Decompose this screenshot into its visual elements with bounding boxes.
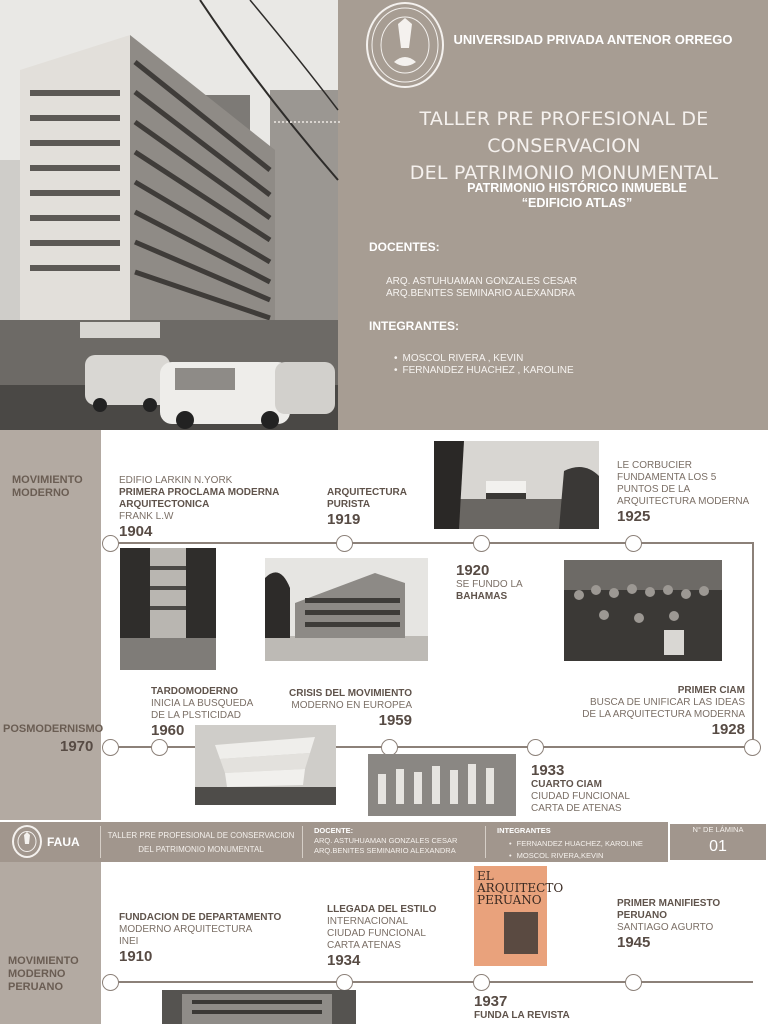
inei-building-photo bbox=[162, 990, 356, 1024]
event-1945-line3: SANTIAGO AGURTO bbox=[617, 922, 714, 933]
info-integrante1: • FERNANDEZ HUACHEZ, KAROLINE bbox=[509, 839, 643, 849]
info-integrantes-label: INTEGRANTES bbox=[497, 826, 551, 835]
info-docente-label: DOCENTE: bbox=[314, 826, 354, 835]
timeline-node-1960 bbox=[151, 739, 168, 756]
event-1933-year: 1933 bbox=[531, 762, 565, 779]
integrante-item: • FERNANDEZ HUACHEZ , KAROLINE bbox=[394, 365, 574, 377]
info-divider bbox=[100, 826, 101, 858]
timeline1-upper-line bbox=[110, 542, 753, 544]
heritage-title-line1: PATRIMONIO HISTÓRICO INMUEBLE bbox=[467, 181, 687, 195]
magazine-title-line3: PERUANO bbox=[477, 893, 542, 907]
docentes-label: DOCENTES: bbox=[369, 240, 440, 254]
timeline-node-1937 bbox=[473, 974, 490, 991]
event-1928-text bbox=[540, 685, 745, 738]
event-1934-line4: CARTA ATENAS bbox=[327, 940, 401, 951]
event-1928-line2: BUSCA DE UNIFICAR LAS IDEAS bbox=[589, 697, 745, 708]
timeline2-sidebar bbox=[0, 862, 101, 1024]
workshop-title bbox=[360, 106, 768, 187]
ciudad-funcional-photo bbox=[368, 754, 516, 816]
faua-logo-text: FAUA bbox=[47, 835, 80, 849]
event-1925-line1: LE CORBUCIER bbox=[617, 460, 693, 471]
event-1904-line3: ARQUITECTONICA bbox=[119, 499, 210, 510]
event-1937-line1: FUNDA LA REVISTA bbox=[474, 1010, 570, 1021]
lamina-label: N° DE LÁMINA bbox=[692, 825, 744, 834]
event-1919-text bbox=[327, 487, 407, 528]
event-1928-line3: DE LA ARQUITECTURA MODERNA bbox=[582, 709, 745, 720]
event-1904-year: 1904 bbox=[119, 523, 153, 540]
event-1910-line3: INEI bbox=[119, 936, 139, 947]
heritage-title-line2: “EDIFICIO ATLAS” bbox=[521, 196, 633, 210]
event-1945-line1: PRIMER MANIFIESTO bbox=[617, 898, 721, 909]
magazine-title bbox=[474, 866, 564, 907]
ciam-group-photo bbox=[564, 560, 722, 661]
event-1925-line3: PUNTOS DE LA bbox=[617, 484, 691, 495]
event-1920-line1: SE FUNDO LA bbox=[456, 579, 523, 590]
event-1945-text bbox=[617, 898, 720, 951]
info-divider bbox=[485, 826, 486, 858]
event-1910-line1: FUNDACION DE DEPARTAMENTO bbox=[119, 912, 282, 923]
event-1960-year: 1960 bbox=[151, 722, 185, 739]
timeline-node-1933 bbox=[527, 739, 544, 756]
section-posmodernismo: POSMODERNISMO bbox=[3, 723, 104, 735]
event-1910-year: 1910 bbox=[119, 948, 153, 965]
edificio-atlas-photo bbox=[0, 0, 338, 430]
event-1910-text bbox=[119, 912, 281, 965]
event-1925-line4: ARQUITECTURA MODERNA bbox=[617, 496, 750, 507]
event-1904-line1: EDIFIO LARKIN N.YORK bbox=[119, 475, 233, 486]
workshop-title-line1: TALLER PRE PROFESIONAL DE CONSERVACION bbox=[419, 108, 709, 157]
timeline-node-1934 bbox=[336, 974, 353, 991]
info-taller-line2: DEL PATRIMONIO MONUMENTAL bbox=[138, 845, 264, 854]
info-docente2: ARQ.BENITES SEMINARIO ALEXANDRA bbox=[314, 846, 456, 855]
event-1970-year: 1970 bbox=[60, 738, 94, 755]
event-1934-line2: INTERNACIONAL bbox=[327, 916, 409, 927]
bauhaus-photo bbox=[265, 558, 428, 661]
event-1934-year: 1934 bbox=[327, 952, 361, 969]
event-1928-year: 1928 bbox=[711, 721, 745, 738]
event-1919-year: 1919 bbox=[327, 511, 361, 528]
faua-seal-icon bbox=[12, 825, 42, 858]
timeline-node-1945 bbox=[625, 974, 642, 991]
event-1959-line1: CRISIS DEL MOVIMIENTO bbox=[289, 688, 412, 699]
info-docente1: ARQ. ASTUHUAMAN GONZALES CESAR bbox=[314, 836, 458, 845]
guggenheim-photo bbox=[195, 725, 336, 805]
event-1959-year: 1959 bbox=[378, 712, 412, 729]
event-1934-text bbox=[327, 904, 436, 969]
section-movimiento-moderno-peruano: MOVIMIENTO MODERNO PERUANO bbox=[8, 955, 79, 993]
event-1959-text bbox=[270, 688, 412, 729]
docente-item: ARQ. ASTUHUAMAN GONZALES CESAR bbox=[386, 276, 578, 287]
lamina-number: 01 bbox=[709, 838, 727, 855]
event-1933-text bbox=[531, 762, 630, 815]
timeline-node-1904 bbox=[102, 535, 119, 552]
event-1904-line4: FRANK L.W bbox=[119, 511, 174, 522]
event-1960-line1: TARDOMODERNO bbox=[151, 686, 239, 697]
university-name: UNIVERSIDAD PRIVADA ANTENOR ORREGO bbox=[453, 32, 733, 47]
event-1933-line1: CUARTO CIAM bbox=[531, 779, 602, 790]
magazine-cover-image bbox=[504, 912, 538, 954]
event-1919-line1: ARQUITECTURA bbox=[327, 487, 407, 498]
event-1925-text bbox=[617, 460, 749, 525]
event-1933-line3: CARTA DE ATENAS bbox=[531, 803, 622, 814]
dotted-divider bbox=[274, 121, 340, 123]
building-illustration bbox=[0, 0, 338, 430]
event-1959-line2: MODERNO EN EUROPEA bbox=[291, 700, 412, 711]
timeline-node-1919 bbox=[336, 535, 353, 552]
event-1904-text bbox=[119, 475, 279, 540]
event-1945-line2: PERUANO bbox=[617, 910, 668, 921]
info-integrante2: • MOSCOL RIVERA,KEVIN bbox=[509, 851, 643, 861]
info-taller-line1: TALLER PRE PROFESIONAL DE CONSERVACION bbox=[107, 831, 295, 840]
event-1925-line2: FUNDAMENTA LOS 5 bbox=[617, 472, 717, 483]
villa-savoye-photo bbox=[434, 441, 599, 529]
event-1960-line2: INICIA LA BUSQUEDA bbox=[151, 698, 254, 709]
magazine-title-line2: ARQUITECTO bbox=[477, 881, 564, 895]
event-1937-year: 1937 bbox=[474, 993, 508, 1010]
info-taller bbox=[102, 829, 300, 857]
info-integrantes bbox=[497, 826, 643, 861]
event-1937-text bbox=[474, 993, 570, 1022]
integrante-item: • MOSCOL RIVERA , KEVIN bbox=[394, 353, 523, 365]
timeline-node-1910 bbox=[102, 974, 119, 991]
heritage-title bbox=[420, 181, 734, 211]
event-1919-line2: PURISTA bbox=[327, 499, 371, 510]
event-1934-line3: CIUDAD FUNCIONAL bbox=[327, 928, 426, 939]
timeline2-line bbox=[110, 981, 753, 983]
event-1925-year: 1925 bbox=[617, 508, 651, 525]
docente-item: ARQ.BENITES SEMINARIO ALEXANDRA bbox=[386, 288, 575, 299]
workshop-title-line2: DEL PATRIMONIO MONUMENTAL bbox=[409, 162, 719, 184]
timeline-node-1928 bbox=[744, 739, 761, 756]
event-1920-line2: BAHAMAS bbox=[456, 591, 508, 602]
larkin-interior-photo bbox=[120, 548, 216, 670]
timeline-node-1920 bbox=[473, 535, 490, 552]
info-docente bbox=[314, 826, 457, 856]
info-divider bbox=[302, 826, 303, 858]
event-1920-year: 1920 bbox=[456, 562, 490, 579]
university-seal-icon bbox=[366, 2, 444, 88]
integrantes-label: INTEGRANTES: bbox=[369, 319, 459, 333]
event-1920-text bbox=[456, 562, 523, 603]
timeline-node-1925 bbox=[625, 535, 642, 552]
magazine-title-line1: EL bbox=[477, 869, 494, 883]
arquitecto-peruano-magazine bbox=[474, 866, 564, 966]
timeline1-connector bbox=[752, 542, 754, 747]
event-1945-year: 1945 bbox=[617, 934, 651, 951]
event-1904-line2: PRIMERA PROCLAMA MODERNA bbox=[119, 487, 280, 498]
event-1933-line2: CIUDAD FUNCIONAL bbox=[531, 791, 630, 802]
event-1960-line3: DE LA PLSTICIDAD bbox=[151, 710, 242, 721]
event-1910-line2: MODERNO ARQUITECTURA bbox=[119, 924, 253, 935]
timeline-node-1970 bbox=[102, 739, 119, 756]
section-movimiento-moderno: MOVIMIENTO MODERNO bbox=[12, 474, 83, 499]
event-1928-line1: PRIMER CIAM bbox=[677, 685, 745, 696]
event-1934-line1: LLEGADA DEL ESTILO bbox=[327, 904, 437, 915]
